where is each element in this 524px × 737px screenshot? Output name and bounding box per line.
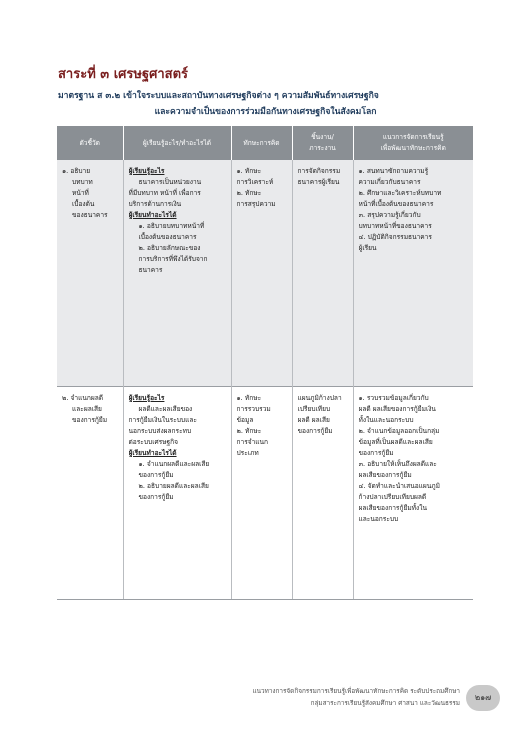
curriculum-table: [57, 126, 473, 600]
text-line: ของการกู้ยืม: [72, 416, 108, 424]
text-line: ๑. อธิบาย: [62, 167, 91, 175]
table-row: [57, 387, 473, 600]
text-line: การจัดกิจกรรม: [297, 167, 341, 175]
text-line: การสรุปความ: [236, 200, 276, 208]
text-line: ๒. จำแนกข้อมูลออกเป็นกลุ่ม: [358, 427, 440, 435]
text-line: ๑. ทักษะ: [236, 167, 262, 175]
text-line: ๒. ทักษะ: [236, 427, 262, 435]
text-line: ความเกี่ยวกับธนาคาร: [358, 178, 421, 186]
text-line: ผู้เรียน: [358, 244, 377, 252]
text-line: ทั้งในและนอกระบบ: [358, 416, 414, 424]
text-line: การบริการที่พึงได้รับจาก: [138, 255, 208, 263]
text-line: ธนาคาร: [138, 266, 163, 274]
text-line: และผลเสีย: [72, 405, 102, 413]
header-task-line-1: ชิ้นงาน/: [311, 133, 334, 141]
text-line: ผลดีและผลเสียของ: [138, 405, 193, 413]
text-line: ๑. อธิบายบทบาทหน้าที่: [138, 222, 205, 230]
text-line: แผนภูมิก้างปลา: [297, 394, 342, 402]
page-title: สาระที่ ๓ เศรษฐศาสตร์: [58, 67, 189, 82]
header-approach-line-2: เพื่อพัฒนาทักษะการคิด: [380, 144, 446, 152]
table-header-row: [57, 126, 473, 160]
page-number: ๒๑๗: [466, 685, 500, 711]
standard-heading: [58, 88, 473, 120]
text-line: การรวบรวม: [236, 405, 271, 413]
text-line: การจำแนก: [236, 438, 269, 446]
text-line: บทบาท: [72, 178, 93, 186]
text-line: ๑. จำแนกผลดีและผลเสีย: [138, 460, 210, 468]
page-footer: [150, 685, 460, 709]
text-line: ของการกู้ยืม: [138, 493, 174, 501]
standard-line-2: และความจำเป็นของการร่วมมือกันทางเศรษฐกิจในสังคมโลก: [154, 107, 377, 117]
text-line: ของการกู้ยืม: [138, 471, 174, 479]
text-line: ๔. ปฏิบัติกิจกรรมธนาคาร: [358, 233, 432, 241]
subheading: ผู้เรียนรู้อะไร: [128, 167, 165, 175]
text-line: การกู้ยืมเงินในระบบและ: [128, 416, 197, 424]
table-row: [57, 160, 473, 387]
text-line: หน้าที่เบื้องต้นของธนาคาร: [358, 200, 434, 208]
text-line: ผลดี ผลเสีย: [297, 416, 330, 424]
subheading: ผู้เรียนรู้อะไร: [128, 394, 165, 402]
footer-line-1: แนวทางการจัดกิจกรรมการเรียนรู้เพื่อพัฒนาทักษะการคิด ระดับประถมศึกษา: [252, 687, 460, 695]
cell-learn-do: [123, 160, 231, 387]
text-line: เบื้องต้น: [72, 200, 95, 208]
header-task: [292, 126, 353, 160]
header-task-line-2: ภาระงาน: [309, 144, 336, 152]
cell-thinking-skill: [231, 387, 292, 600]
text-line: ๓. สรุปความรู้เกี่ยวกับ: [358, 211, 421, 219]
text-line: ผลเสียของการกู้ยืม: [358, 471, 412, 479]
text-line: ที่มีบทบาท หน้าที่ เพื่อการ: [128, 189, 201, 197]
cell-thinking-skill: [231, 160, 292, 387]
text-line: นอกระบบส่งผลกระทบ: [128, 427, 192, 435]
header-indicator: ตัวชี้วัด: [57, 126, 123, 160]
header-approach-line-1: แนวการจัดการเรียนรู้: [382, 133, 444, 141]
text-line: ๑. รวบรวมข้อมูลเกี่ยวกับ: [358, 394, 429, 402]
text-line: ประเภท: [236, 449, 259, 457]
text-line: ๔. จัดทำและนำเสนอแผนภูมิ: [358, 482, 440, 490]
cell-approach: [353, 160, 473, 387]
cell-task: [292, 160, 353, 387]
text-line: ๑. สนทนาซักถามความรู้: [358, 167, 429, 175]
text-line: ข้อมูลที่เป็นผลดีและผลเสีย: [358, 438, 433, 446]
text-line: ของการกู้ยืม: [358, 449, 394, 457]
text-line: ๒. ศึกษาและวิเคราะห์บทบาท: [358, 189, 442, 197]
cell-approach: [353, 387, 473, 600]
text-line: ธนาคารผู้เรียน: [297, 178, 340, 186]
text-line: ธนาคารเป็นหน่วยงาน: [138, 178, 202, 186]
text-line: เปรียบเทียบ: [297, 405, 331, 413]
header-approach: [353, 126, 473, 160]
subheading: ผู้เรียนทำอะไรได้: [128, 211, 177, 219]
text-line: และนอกระบบ: [358, 515, 399, 523]
text-line: บริการด้านการเงิน: [128, 200, 182, 208]
header-thinking-skill: ทักษะการคิด: [231, 126, 292, 160]
text-line: เบื้องต้นของธนาคาร: [138, 233, 197, 241]
cell-indicator: [57, 160, 123, 387]
cell-indicator: [57, 387, 123, 600]
text-line: ของธนาคาร: [72, 211, 108, 219]
text-line: ผลเสียของการกู้ยืมทั้งใน: [358, 504, 427, 512]
subheading: ผู้เรียนทำอะไรได้: [128, 449, 177, 457]
text-line: ๒. อธิบายผลดีและผลเสีย: [138, 482, 209, 490]
text-line: ผลดี ผลเสียของการกู้ยืมเงิน: [358, 405, 436, 413]
text-line: ก้างปลาเปรียบเทียบผลดี: [358, 493, 427, 501]
cell-task: [292, 387, 353, 600]
text-line: ต่อระบบเศรษฐกิจ: [128, 438, 179, 446]
text-line: ๒. ทักษะ: [236, 189, 262, 197]
text-line: ๓. อธิบายให้เห็นถึงผลดีและ: [358, 460, 437, 468]
text-line: ๒. อธิบายลักษณะของ: [138, 244, 201, 252]
text-line: หน้าที่: [72, 189, 89, 197]
cell-learn-do: [123, 387, 231, 600]
header-learn-do: ผู้เรียนรู้อะไร/ทำอะไรได้: [123, 126, 231, 160]
text-line: ๑. ทักษะ: [236, 394, 262, 402]
text-line: บทบาทหน้าที่ของธนาคาร: [358, 222, 432, 230]
text-line: ข้อมูล: [236, 416, 254, 424]
text-line: ๒. จำแนกผลดี: [62, 394, 104, 402]
text-line: ของการกู้ยืม: [297, 427, 333, 435]
footer-line-2: กลุ่มสาระการเรียนรู้สังคมศึกษา ศาสนา และวัฒนธรรม: [310, 699, 460, 707]
standard-line-1: มาตรฐาน ส ๓.๒ เข้าใจระบบและสถาบันทางเศรษฐกิจต่าง ๆ ความสัมพันธ์ทางเศรษฐกิจ: [58, 91, 379, 101]
text-line: การวิเคราะห์: [236, 178, 274, 186]
